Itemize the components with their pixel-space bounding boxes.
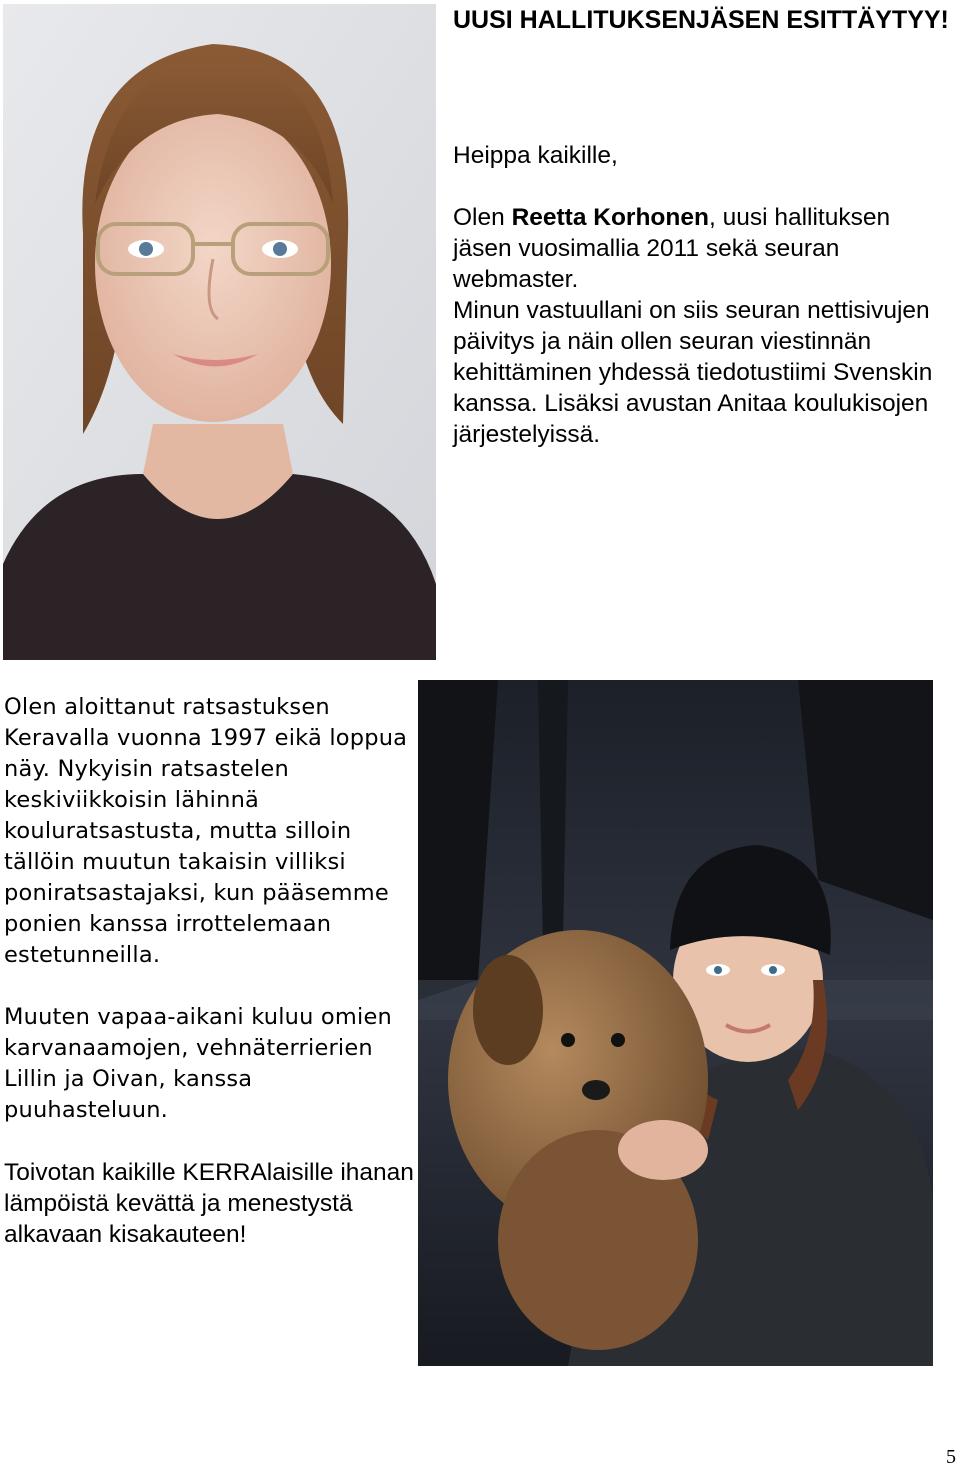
intro-before: Olen bbox=[453, 204, 512, 231]
responsibilities-paragraph: Minun vastuullani on siis seuran nettisivujen päivitys ja näin ollen seuran viestinnän kehittäminen yhdessä tiedotustiimi Svenskin kanssa. Lisäksi avustan Anitaa koulukisojen järjestelyissä. bbox=[453, 297, 933, 448]
riding-paragraph: Olen aloittanut ratsastuksen Keravalla vuonna 1997 eikä loppua näy. Nykyisin ratsastelen keskiviikkoisin lähinnä kouluratsastusta, mutta silloin tällöin muutun takaisin villiksi poniratsastajaksi, kun pääsemme ponien kanssa irrottelemaan estetunneilla. bbox=[4, 694, 408, 968]
free-time-paragraph: Muuten vapaa-aikani kuluu omien karvanaamojen, vehnäterrierien Lillin ja Oivan, kanssa puuhasteluun. bbox=[4, 1004, 392, 1123]
author-name: Reetta Korhonen bbox=[511, 204, 709, 231]
intro-paragraph bbox=[453, 202, 953, 295]
intro-text-block bbox=[453, 5, 953, 450]
portrait-photo bbox=[3, 4, 436, 660]
page-number: 5 bbox=[946, 1446, 956, 1468]
closing-paragraph: Toivotan kaikille KERRAlaisille ihanan lämpöistä kevättä ja menestystä alkavaan kisakauteen! bbox=[4, 1159, 414, 1248]
dog-photo bbox=[418, 680, 933, 1366]
intro-after: , uusi hallituksen jäsen vuosimallia 2011 sekä seuran webmaster. bbox=[453, 204, 891, 293]
greeting: Heippa kaikille, bbox=[453, 142, 618, 169]
story-text-block bbox=[4, 692, 414, 1250]
headline: UUSI HALLITUKSENJÄSEN ESITTÄYTYY! bbox=[453, 6, 949, 34]
